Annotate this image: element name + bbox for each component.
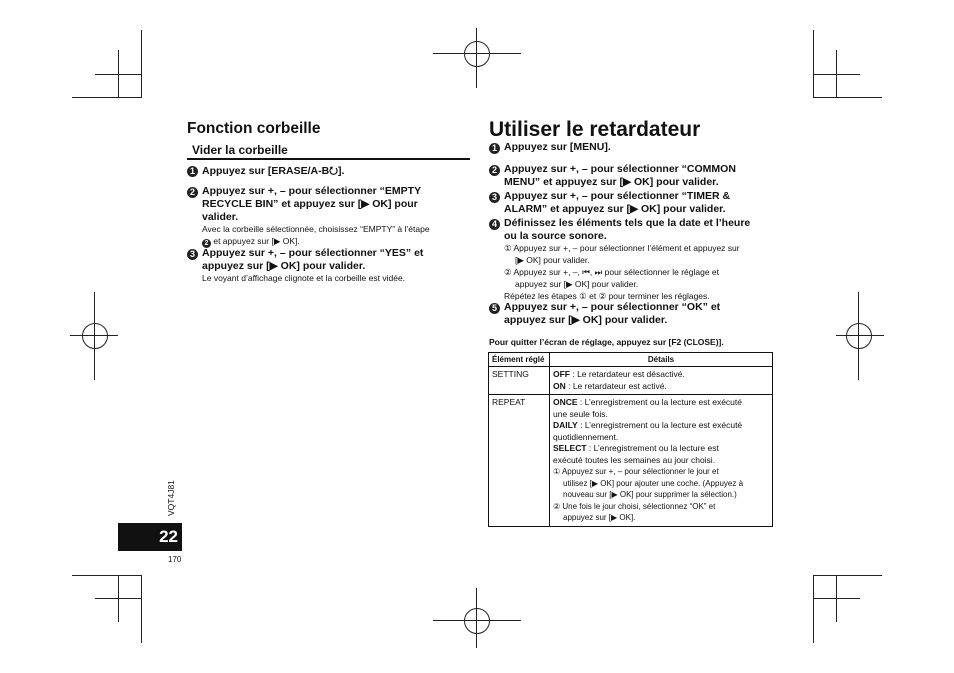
- heading-rule: [187, 158, 470, 160]
- section-subheading: Vider la corbeille: [192, 143, 288, 157]
- step-substeps: ① Appuyez sur +, – pour sélectionner l’élément et appuyez sur [▶ OK] pour valider. ② Appuyez sur +, –, ⏮, ⏭ pour sélectionner le réglage et appuyez sur [▶ OK] pour valider. Répétez les étapes ① et ② pour terminer les réglages.: [504, 243, 740, 301]
- page-title: Utiliser le retardateur: [489, 118, 701, 141]
- step-text: Définissez les éléments tels que la date et l’heure ou la source sonore.: [504, 217, 751, 242]
- column-header: Détails: [550, 353, 773, 367]
- footer-page-number: 170: [168, 555, 182, 564]
- column-header: Élément réglé: [489, 353, 550, 367]
- step-number: 3: [187, 249, 198, 260]
- settings-table: [488, 352, 773, 527]
- model-code: VQT4J81: [166, 480, 176, 516]
- row-details: ONCE : L’enregistrement ou la lecture est exécuté une seule fois. DAILY : L’enregistrement ou la lecture est exécuté quotidiennement. SELECT : L’enregistrement ou la lecture est exécuté toutes les semaines au jour choisi. ① Appuyez sur +, – pour sélectionner le jour et utilisez [▶ OK] pour ajouter une coche. (Appuyez à nouveau sur [▶ OK] pour supprimer la sélection.) ② Une fois le jour choisi, sélectionnez “OK” et appuyez sur [▶ OK].: [550, 395, 773, 527]
- step-text: Appuyez sur +, – pour sélectionner “EMPTY RECYCLE BIN” et appuyez sur [▶ OK] pour valider.: [202, 185, 422, 223]
- step-number: 5: [489, 303, 500, 314]
- quit-note: Pour quitter l’écran de réglage, appuyez sur [F2 (CLOSE)].: [489, 337, 724, 347]
- step-text: Appuyez sur +, – pour sélectionner “TIMER & ALARM” et appuyez sur [▶ OK] pour valider.: [504, 190, 731, 215]
- step-number: 1: [489, 143, 500, 154]
- page-number-tab: 22: [118, 523, 182, 551]
- table-row: [489, 395, 773, 527]
- step-text: Appuyez sur +, – pour sélectionner “YES” et appuyez sur [▶ OK] pour valider.: [202, 247, 424, 272]
- step-number: 2: [187, 187, 198, 198]
- step-number: 1: [187, 166, 198, 177]
- section-heading: Fonction corbeille: [187, 120, 321, 137]
- step-note: Avec la corbeille sélectionnée, choisissez “EMPTY” à l’étape 2 et appuyez sur [▶ OK].: [202, 224, 430, 247]
- step-text: Appuyez sur +, – pour sélectionner “OK” et appuyez sur [▶ OK] pour valider.: [504, 301, 721, 326]
- step-number: 4: [489, 219, 500, 230]
- row-item: REPEAT: [489, 395, 550, 527]
- step-note: Le voyant d’affichage clignote et la corbeille est vidée.: [202, 273, 406, 283]
- step-number: 3: [489, 192, 500, 203]
- table-row: [489, 367, 773, 395]
- row-item: SETTING: [489, 367, 550, 395]
- row-details: OFF : Le retardateur est désactivé. ON : Le retardateur est activé.: [550, 367, 773, 395]
- step-text: Appuyez sur [ERASE/A-B⭮].: [202, 165, 345, 177]
- table-header-row: [489, 353, 773, 367]
- step-number: 2: [489, 165, 500, 176]
- step-text: Appuyez sur +, – pour sélectionner “COMMON MENU” et appuyez sur [▶ OK] pour valider.: [504, 163, 736, 188]
- step-text: Appuyez sur [MENU].: [504, 141, 611, 153]
